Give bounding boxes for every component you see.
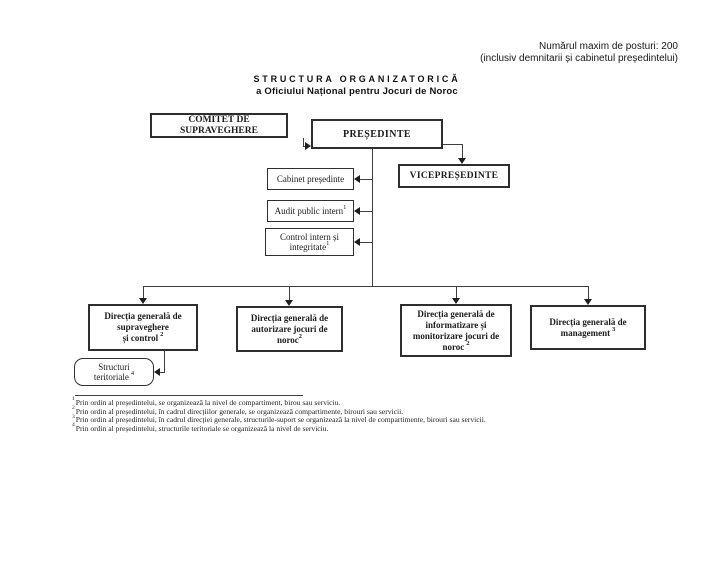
connector-drop-dg-autorizare [289,286,290,300]
footnote-ref: 2 [160,331,164,338]
footnote-4 [72,422,692,434]
footnote-ref: 2 [298,332,303,340]
box-dg-management [530,305,646,350]
arrowhead-into-dg-autorizare [285,300,293,306]
box-label [560,325,616,339]
box-label-text: integritate [289,242,327,252]
box-label [275,206,347,216]
connector-presedinte-vice-horizontal [443,144,463,145]
box-label: COMITET DE [188,114,250,125]
connector-drop-dg-supraveghere [143,286,144,298]
box-label-text: noroc [442,341,465,352]
box-label-text: Audit public intern [274,206,344,216]
connector-presedinte-vice-vertical [462,144,463,158]
chart-title-block [157,74,557,97]
footnote-text: Prin ordin al președintelui, structurile teritoriale se organizează la nivel de serviciu. [75,423,329,433]
footnote-ref: 1 [343,204,347,211]
footnote-ref: 2 [466,339,470,347]
box-label [94,372,134,383]
box-presedinte [311,119,443,149]
footnote-text: Prin ordin al președintelui, în cadrul direcțiilor generale, se organizează compartimente, birouri sau servicii. [75,406,404,416]
box-cabinet-presedinte [267,168,354,190]
box-audit-public-intern [267,200,354,222]
box-label: SUPRAVEGHERE [180,125,258,136]
arrowhead-into-dg-informatizare [452,298,460,304]
box-label: Direcția generală de [104,311,182,321]
footnote-marker: 2 [72,405,75,412]
box-structuri-teritoriale [74,358,154,386]
box-label: Cabinet președinte [276,174,345,184]
box-label: Structuri [98,361,130,372]
box-label: informatizare și [425,319,487,330]
box-control-intern-integritate [265,228,354,256]
box-label: Direcția generală de [417,308,495,319]
connector-branch-control [360,242,372,243]
box-label: Direcția generală de [549,316,627,327]
footnote-text: Prin ordin al președintelui, în cadrul direcției generale, structurile-suport se organizează la nivel de compartimente, birouri sau servicii. [75,415,486,425]
connector-branch-audit [360,211,372,212]
box-label-text: teritoriale [93,372,129,382]
box-vicepresedinte [398,164,510,188]
chart-subtitle: a Oficiului Național pentru Jocuri de Noroc [256,86,458,97]
footnote-marker: 3 [72,413,75,420]
footnote-marker: 1 [72,396,75,403]
box-label: Direcția generală de [250,312,329,323]
arrowhead-into-audit [354,207,360,215]
footnote-marker: 4 [72,422,75,429]
footnote-text: Prin ordin al președintelui, se organizează la nivel de compartiment, birou sau serviciu. [75,398,341,407]
connector-branch-cabinet [360,179,372,180]
footnote-ref: 3 [612,325,616,333]
footnote-ref: 4 [130,370,135,377]
box-label: monitorizare jocuri de [412,330,500,341]
max-posts-note [480,41,678,64]
footnotes [72,396,692,433]
arrowhead-into-control [354,238,360,246]
connector-drop-dg-management [588,286,589,299]
box-dg-supraveghere-control [88,304,198,351]
box-dg-autorizare [236,306,343,352]
connector-structuri-vertical [164,351,165,372]
arrowhead-into-dg-supraveghere [139,298,147,304]
max-posts-line: Numărul maxim de posturi: 200 [539,41,678,52]
chart-title: STRUCTURA ORGANIZATORICĂ [253,74,461,84]
box-label-text: noroc [276,334,299,345]
arrowhead-into-vicepresedinte [458,158,466,164]
box-label: PREȘEDINTE [343,128,411,140]
box-label: VICEPREȘEDINTE [409,171,499,181]
box-label [276,332,303,346]
box-label: Control intern și [280,231,339,242]
max-posts-subline: (inclusiv demnitarii și cabinetul președintelui) [480,52,678,64]
footnote-ref: 1 [326,240,330,247]
box-label-text: management [560,327,611,338]
arrowhead-into-structuri [154,368,160,376]
box-label [290,242,330,253]
connector-drop-dg-informatizare [456,286,457,298]
box-label [123,333,164,344]
connector-distribution-horizontal [143,286,589,287]
arrowhead-into-dg-management [584,299,592,305]
box-label-text: și control [122,333,159,343]
connector-structuri-horizontal [160,372,165,373]
box-label: supraveghere [117,322,169,332]
arrowhead-into-presedinte [305,142,311,150]
connector-spine-vertical [372,149,373,286]
box-label [442,339,470,353]
box-comitet-de-supraveghere [150,113,288,138]
arrowhead-into-cabinet [354,175,360,183]
box-dg-informatizare-monitorizare [400,304,512,357]
box-label: autorizare jocuri de [251,323,328,334]
footnote-separator [75,395,303,396]
